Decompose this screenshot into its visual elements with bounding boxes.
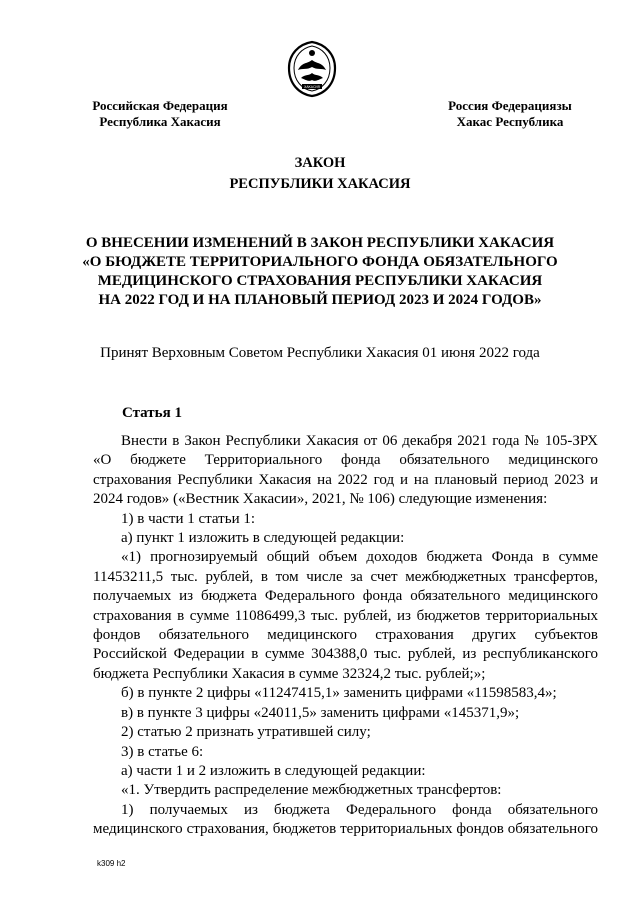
law-subject <box>0 234 640 310</box>
law-title <box>0 153 640 195</box>
paragraph: в) в пункте 3 цифры «24011,5» заменить цифрами «145371,9»; <box>121 704 520 721</box>
adoption-statement: Принят Верховным Советом Республики Хакасия 01 июня 2022 года <box>100 345 540 361</box>
paragraph: б) в пункте 2 цифры «11247415,1» заменить цифрами «11598583,4»; <box>121 685 557 702</box>
header-right-line1: Россия Федерациязы <box>448 98 572 113</box>
hakassia-coat-of-arms-icon <box>285 40 339 98</box>
paragraph: «1. Утвердить распределение межбюджетных трансфертов: <box>121 782 502 799</box>
article-body <box>93 432 598 840</box>
article-heading: Статья 1 <box>122 405 182 421</box>
header-left-line2: Республика Хакасия <box>99 114 221 129</box>
header-left-line1: Российская Федерация <box>92 98 228 113</box>
paragraph: «1) прогнозируемый общий объем доходов бюджета Фонда в сумме 11453211,5 тыс. рублей, в том числе за счет межбюджетных трансфертов, получаемых из бюджета Федерального фонда обязательного медицинского страхования в сумме 11086499,3 тыс. рублей, из бюджетов территориальных фондов обязательного медицинского страхования других субъектов Российской Федерации в сумме 304388,0 тыс. рублей, из республиканского бюджета Республики Хакасия в сумме 32324,2 тыс. рублей;»; <box>93 549 598 682</box>
law-subject-line2: «О БЮДЖЕТЕ ТЕРРИТОРИАЛЬНОГО ФОНДА ОБЯЗАТЕЛЬНОГО <box>82 254 558 270</box>
paragraph: 2) статью 2 признать утратившей силу; <box>121 724 371 741</box>
header-right-line2: Хакас Республика <box>456 114 564 129</box>
law-subject-line3: МЕДИЦИНСКОГО СТРАХОВАНИЯ РЕСПУБЛИКИ ХАКАСИЯ <box>97 273 543 289</box>
paragraph: а) пункт 1 изложить в следующей редакции: <box>121 530 405 547</box>
paragraph: Внести в Закон Республики Хакасия от 06 декабря 2021 года № 105-ЗРХ «О бюджете Территориального фонда обязательного медицинского страхования Республики Хакасия на 2022 год и на плановый период 2023 и 2024 годов» («Вестник Хакасии», 2021, № 106) следующие изменения: <box>93 433 598 508</box>
law-title-line1: ЗАКОН <box>294 155 346 171</box>
law-subject-line4: НА 2022 ГОД И НА ПЛАНОВЫЙ ПЕРИОД 2023 И 2024 ГОДОВ» <box>98 292 542 308</box>
header-left <box>75 98 245 130</box>
emblem-banner-text: ХАКАСИЯ <box>304 85 320 89</box>
header-right <box>415 98 605 130</box>
paragraph: 1) в части 1 статьи 1: <box>121 510 256 527</box>
paragraph: 1) получаемых из бюджета Федерального фонда обязательного медицинского страхования, бюджетов территориальных фондов обязательного <box>93 801 598 838</box>
law-title-line2: РЕСПУБЛИКИ ХАКАСИЯ <box>229 176 411 192</box>
paragraph: а) части 1 и 2 изложить в следующей редакции: <box>121 762 426 779</box>
law-subject-line1: О ВНЕСЕНИИ ИЗМЕНЕНИЙ В ЗАКОН РЕСПУБЛИКИ ХАКАСИЯ <box>85 235 555 251</box>
footer-code: k309 h2 <box>97 859 126 868</box>
paragraph: 3) в статье 6: <box>121 743 204 760</box>
